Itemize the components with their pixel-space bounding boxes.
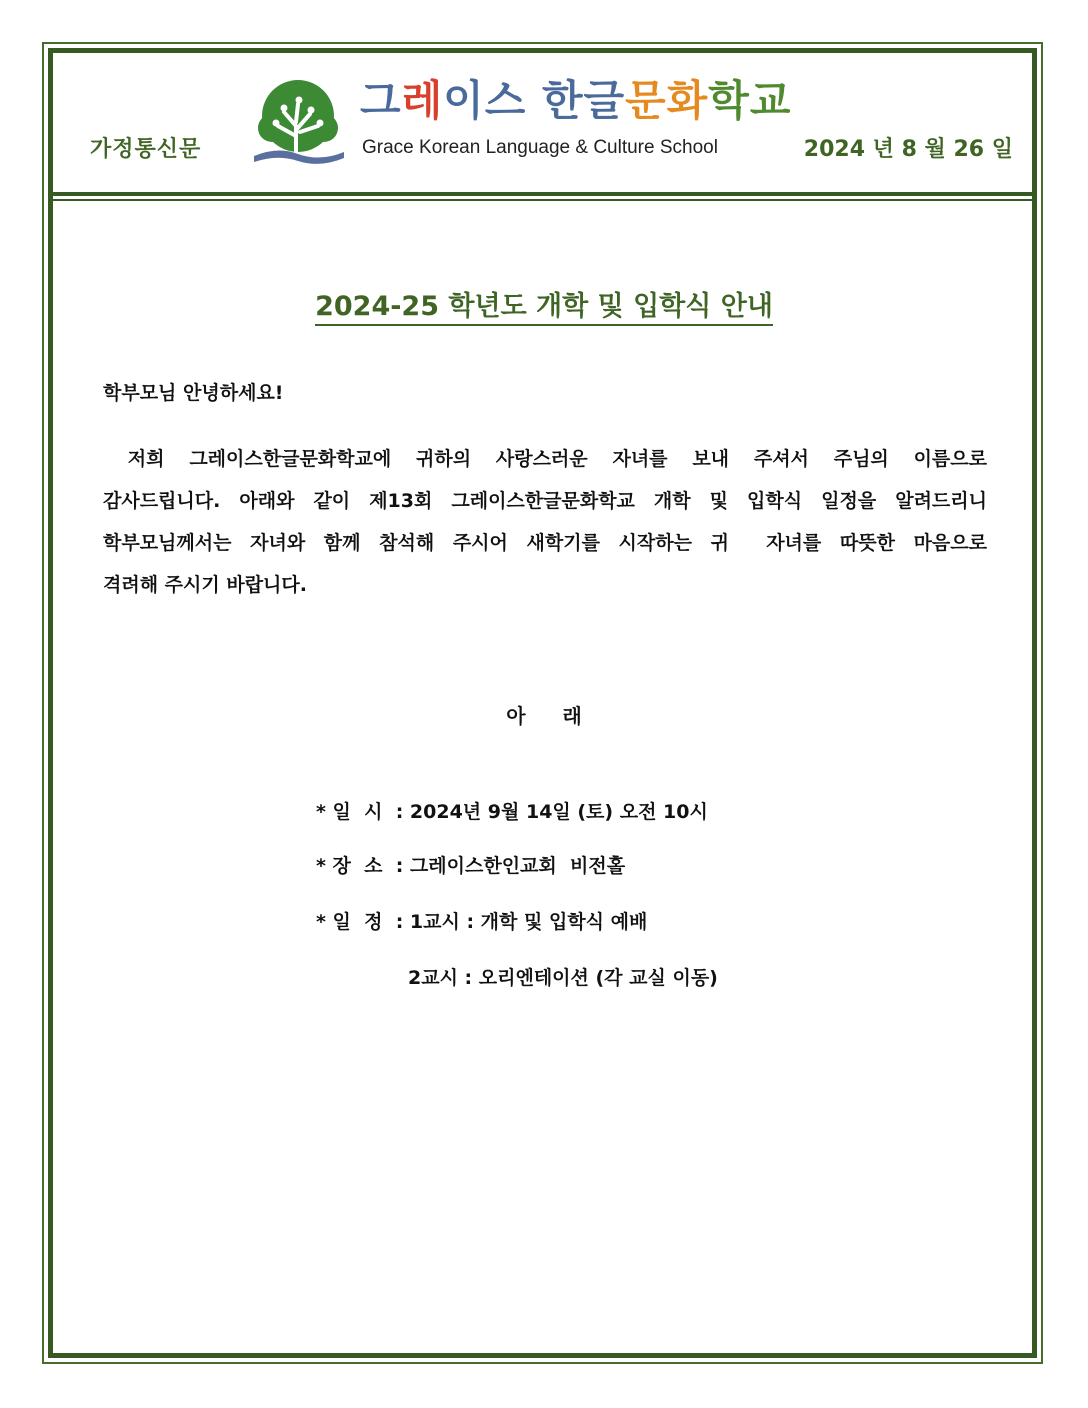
- logo-title-part: 이스: [443, 76, 542, 125]
- logo-title-part: 학교: [708, 76, 792, 125]
- header-divider: [48, 192, 1037, 196]
- logo-title-part: 레: [401, 76, 444, 125]
- detail-datetime: * 일 시 : 2024년 9월 14일 (토) 오전 10시: [316, 801, 708, 823]
- newsletter-label: 가정통신문: [90, 137, 202, 162]
- paragraph-line: 감사드립니다. 아래와 같이 제13회 그레이스한글문화학교 개학 및 입학식 일정을 알려드리니: [103, 490, 987, 512]
- detail-schedule: * 일 정 : 1교시 : 개학 및 입학식 예배: [316, 911, 648, 933]
- school-logo-subtitle: Grace Korean Language & Culture School: [362, 137, 718, 158]
- tree-emblem-icon: [248, 74, 348, 170]
- paragraph-line: 저희 그레이스한글문화학교에 귀하의 사랑스러운 자녀를 보내 주셔서 주님의 이름으로: [103, 448, 987, 470]
- notice-heading: 아 래: [506, 704, 582, 728]
- logo-title-part: 한글: [541, 76, 626, 125]
- detail-location: * 장 소 : 그레이스한인교회 비전홀: [316, 855, 626, 877]
- school-logo-title: [360, 76, 792, 125]
- header-divider-thin: [48, 199, 1037, 201]
- body-paragraph: [103, 438, 987, 606]
- paragraph-line: 격려해 주시기 바랍니다.: [103, 574, 307, 596]
- document-title-text: 2024-25 학년도 개학 및 입학식 안내: [315, 291, 773, 326]
- logo-title-part: 문화: [625, 76, 709, 125]
- logo-title-part: 그: [360, 76, 402, 125]
- issue-date: 2024 년 8 월 26 일: [803, 137, 1013, 162]
- paragraph-line: 학부모님께서는 자녀와 함께 참석해 주시어 새학기를 시작하는 귀 자녀를 따뜻한 마음으로: [103, 532, 987, 554]
- document-title: [0, 284, 1088, 323]
- greeting: 학부모님 안녕하세요!: [103, 382, 284, 404]
- detail-schedule-period2: 2교시 : 오리엔테이션 (각 교실 이동): [408, 967, 718, 989]
